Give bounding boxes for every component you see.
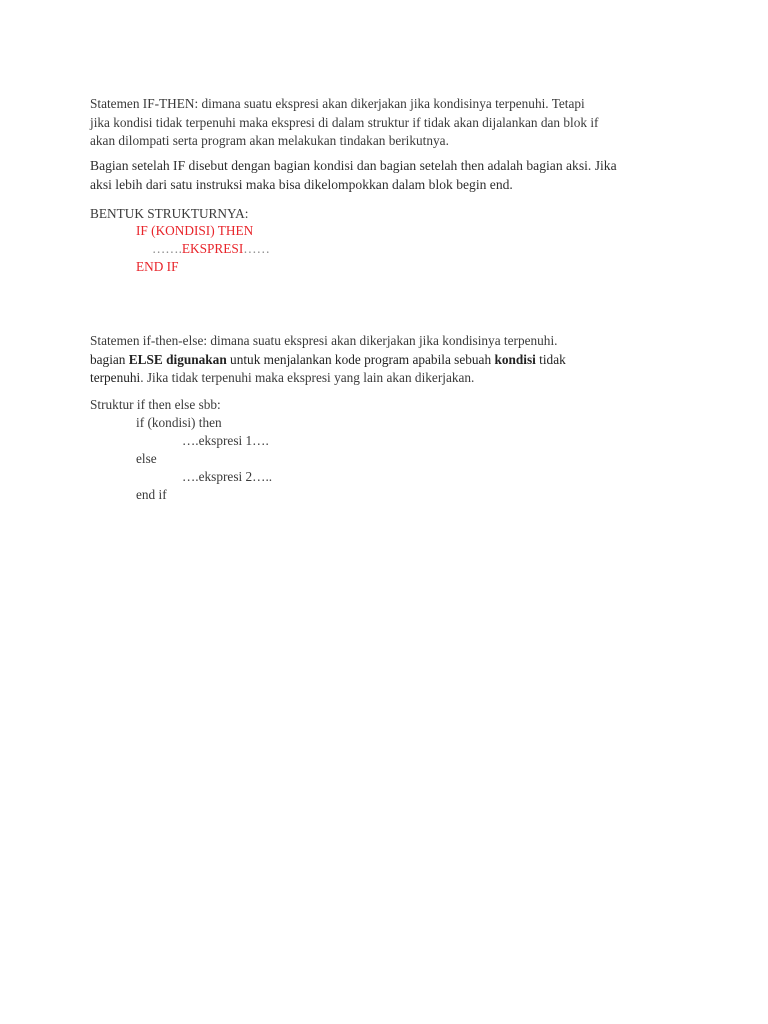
if-line: if (kondisi) then [136, 415, 222, 430]
bold-text: kondisi [494, 351, 536, 367]
text-line: aksi lebih dari satu instruksi maka bisa dikelompokkan dalam blok begin end. [90, 176, 513, 192]
text-run: bagian [90, 351, 129, 367]
bold-text: ELSE digunakan [128, 351, 227, 367]
condition-action-description [90, 157, 690, 194]
expression-1-line: ….ekspresi 1…. [182, 433, 269, 448]
text-line: Statemen IF-THEN: dimana suatu ekspresi akan dikerjakan jika kondisinya terpenuhi. Tetapi [90, 96, 585, 111]
text-run: terpenuhi [90, 370, 141, 385]
expression-line [152, 240, 270, 258]
if-then-line: IF (KONDISI) THEN [136, 223, 254, 238]
else-line: else [136, 451, 157, 466]
text-line: jika kondisi tidak terpenuhi maka ekspresi di dalam struktur if tidak akan dijalankan dan blok if [90, 114, 599, 130]
text-line: Bagian setelah IF disebut dengan bagian kondisi dan bagian setelah then adalah bagian aksi. Jika [90, 158, 617, 173]
text-line [90, 369, 690, 388]
end-if-line: END IF [136, 259, 179, 274]
text-run: . Jika tidak terpenuhi maka ekspresi yang lain akan dikerjakan. [140, 370, 475, 385]
expression-2-line: ….ekspresi 2….. [182, 469, 273, 484]
dots-before: ……. [152, 241, 182, 256]
if-then-else-description [90, 332, 690, 388]
structure-else-heading: Struktur if then else sbb: [90, 397, 221, 412]
text-line: akan dilompati serta program akan melakukan tindakan berikutnya. [90, 133, 449, 148]
structure-heading: BENTUK STRUKTURNYA: [90, 206, 249, 221]
end-if-line: end if [136, 487, 167, 502]
text-line [90, 351, 690, 370]
text-line: Statemen if-then-else: dimana suatu ekspresi akan dikerjakan jika kondisinya terpenuhi. [90, 333, 558, 348]
expression-label: EKSPRESI [181, 241, 244, 256]
text-run: tidak [535, 351, 566, 367]
if-then-description [90, 95, 690, 151]
dots-after: …… [243, 241, 270, 256]
text-run: untuk menjalankan kode program apabila sebuah [226, 351, 495, 367]
